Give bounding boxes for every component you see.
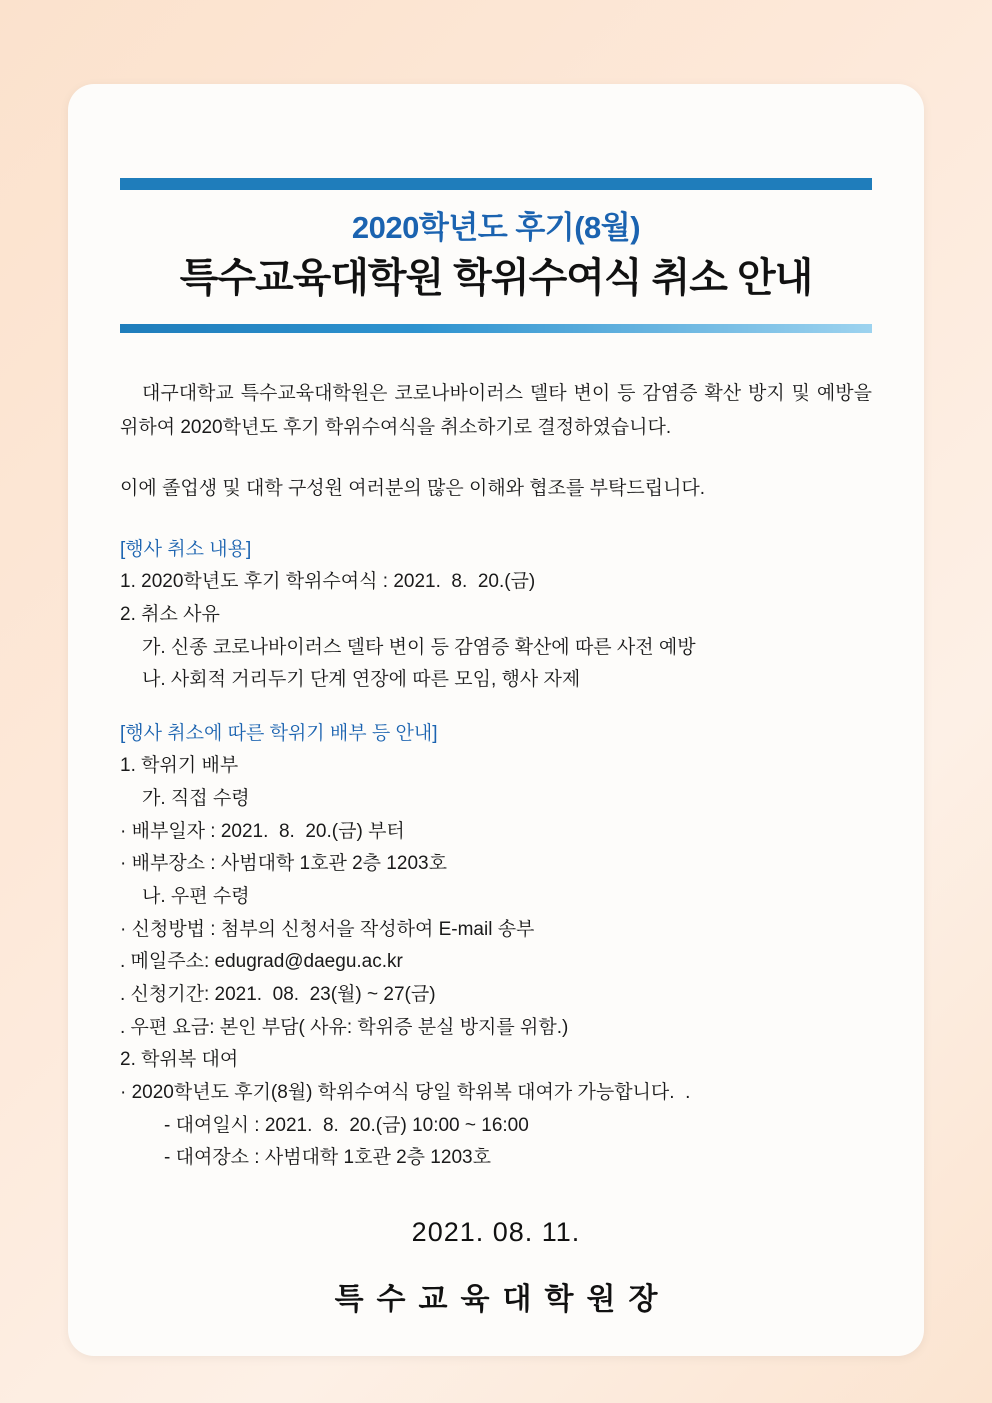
header-rule-bottom <box>120 324 872 333</box>
section2-line-6: · 신청방법 : 첨부의 신청서을 작성하여 E-mail 송부 <box>120 918 535 940</box>
section2-line-7: . 메일주소: edugrad@daegu.ac.kr <box>120 951 403 973</box>
request-paragraph: 이에 졸업생 및 대학 구성원 여러분의 많은 이해와 협조를 부탁드립니다. <box>120 477 706 499</box>
section2-line-13: - 대여장소 : 사범대학 1호관 2층 1203호 <box>164 1147 491 1169</box>
section1-line-3: 가. 신종 코로나바이러스 델타 변이 등 감염증 확산에 따른 사전 예방 <box>142 636 696 658</box>
body-text <box>120 377 872 1175</box>
section2-line-4: · 배부장소 : 사범대학 1호관 2층 1203호 <box>120 853 447 875</box>
section2-line-2: 가. 직접 수령 <box>142 787 250 809</box>
section1-line-1: 1. 2020학년도 후기 학위수여식 : 2021. 8. 20.(금) <box>120 571 536 593</box>
header-rule-top <box>120 178 872 190</box>
page-title-line1: 2020학년도 후기(8월) <box>351 210 641 245</box>
title-block <box>120 190 872 310</box>
section2-line-5: 나. 우편 수령 <box>142 885 250 907</box>
section1-heading: [행사 취소 내용] <box>120 539 252 561</box>
paragraph-spacer-2 <box>120 509 872 533</box>
section1-line-2: 2. 취소 사유 <box>120 603 220 625</box>
signature-organization: 특수교육대학원장 <box>334 1282 671 1316</box>
paragraph-spacer-3 <box>120 697 872 717</box>
section2-line-8: . 신청기간: 2021. 08. 23(월) ~ 27(금) <box>120 983 436 1005</box>
notice-page <box>68 84 924 1356</box>
intro-paragraph: 대구대학교 특수교육대학원은 코로나바이러스 델타 변이 등 감염증 확산 방지 및 예방을 위하여 2020학년도 후기 학위수여식을 취소하기로 결정하였습니다. <box>120 383 872 438</box>
section2-line-11: · 2020학년도 후기(8월) 학위수여식 당일 학위복 대여가 가능합니다. . <box>120 1081 691 1103</box>
signature-block <box>120 1217 872 1318</box>
notice-content <box>120 178 872 1318</box>
section2-line-1: 1. 학위기 배부 <box>120 755 239 777</box>
section2-line-3: · 배부일자 : 2021. 8. 20.(금) 부터 <box>120 820 405 842</box>
paragraph-spacer-1 <box>120 448 872 472</box>
section2-heading: [행사 취소에 따른 학위기 배부 등 안내] <box>120 722 438 744</box>
section2-line-9: . 우편 요금: 본인 부담( 사유: 학위증 분실 방지를 위함.) <box>120 1016 569 1038</box>
page-title-line2: 특수교육대학원 학위수여식 취소 안내 <box>179 256 813 301</box>
section2-line-10: 2. 학위복 대여 <box>120 1049 239 1071</box>
section2-line-12: - 대여일시 : 2021. 8. 20.(금) 10:00 ~ 16:00 <box>164 1114 529 1136</box>
signature-date: 2021. 08. 11. <box>411 1216 581 1247</box>
section1-line-4: 나. 사회적 거리두기 단계 연장에 따른 모임, 행사 자제 <box>142 669 581 691</box>
